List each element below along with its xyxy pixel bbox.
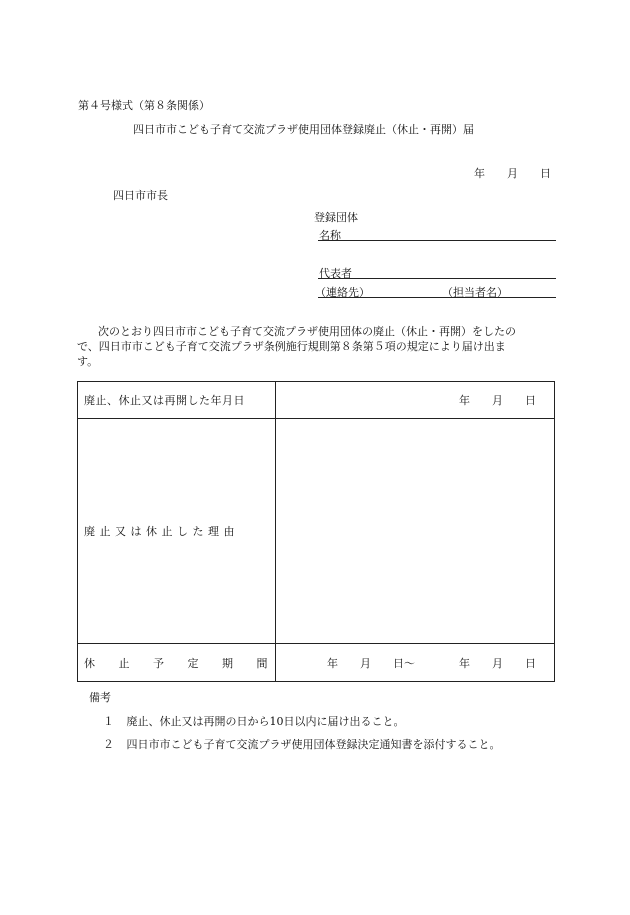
applicant-heading: 登録団体 [314,211,358,224]
period-row-value[interactable]: 年 月 日～ 年 月 日 [276,644,555,682]
notes-heading: 備考 [89,691,111,704]
form-number: 第４号様式（第８条関係） [78,99,210,112]
body-line: 次のとおり四日市市こども子育て交流プラザ使用団体の廃止（休止・再開）をしたの [98,325,516,338]
document-title: 四日市市こども子育て交流プラザ使用団体登録廃止（休止・再開）届 [133,123,474,136]
submission-date: 年 月 日 [474,167,551,180]
note-number: １ [103,715,114,728]
body-line: す。 [77,355,99,368]
reason-row-value[interactable] [276,419,555,644]
note-item [103,713,405,729]
note-text: 四日市市こども子育て交流プラザ使用団体登録決定通知書を添付すること。 [126,738,501,751]
body-paragraph [77,324,560,369]
table-row [78,419,555,644]
date-row-label: 廃止、休止又は再開した年月日 [78,382,276,419]
date-row-value[interactable]: 年 月 日 [276,382,555,419]
contact-underline [318,297,556,298]
body-line: で、四日市市こども子育て交流プラザ条例施行規則第８条第５項の規定により届け出ま [77,340,506,353]
representative-label: 代表者 [319,267,352,280]
name-label: 名称 [319,229,341,242]
note-number: ２ [103,738,114,751]
name-underline [318,240,556,241]
table-row [78,382,555,419]
note-item [103,736,501,752]
addressee: 四日市市長 [113,189,168,202]
period-row-label: 休 止 予 定 期 間 [78,644,276,682]
person-in-charge-label: （担当者名） [442,286,508,299]
representative-underline [318,278,556,279]
form-table [77,381,555,682]
table-row [78,644,555,682]
contact-label: （連絡先） [315,286,370,299]
note-text: 廃止、休止又は再開の日から10日以内に届け出ること。 [126,715,405,728]
reason-row-label: 廃 止 又 は 休 止 し た 理 由 [78,419,276,644]
